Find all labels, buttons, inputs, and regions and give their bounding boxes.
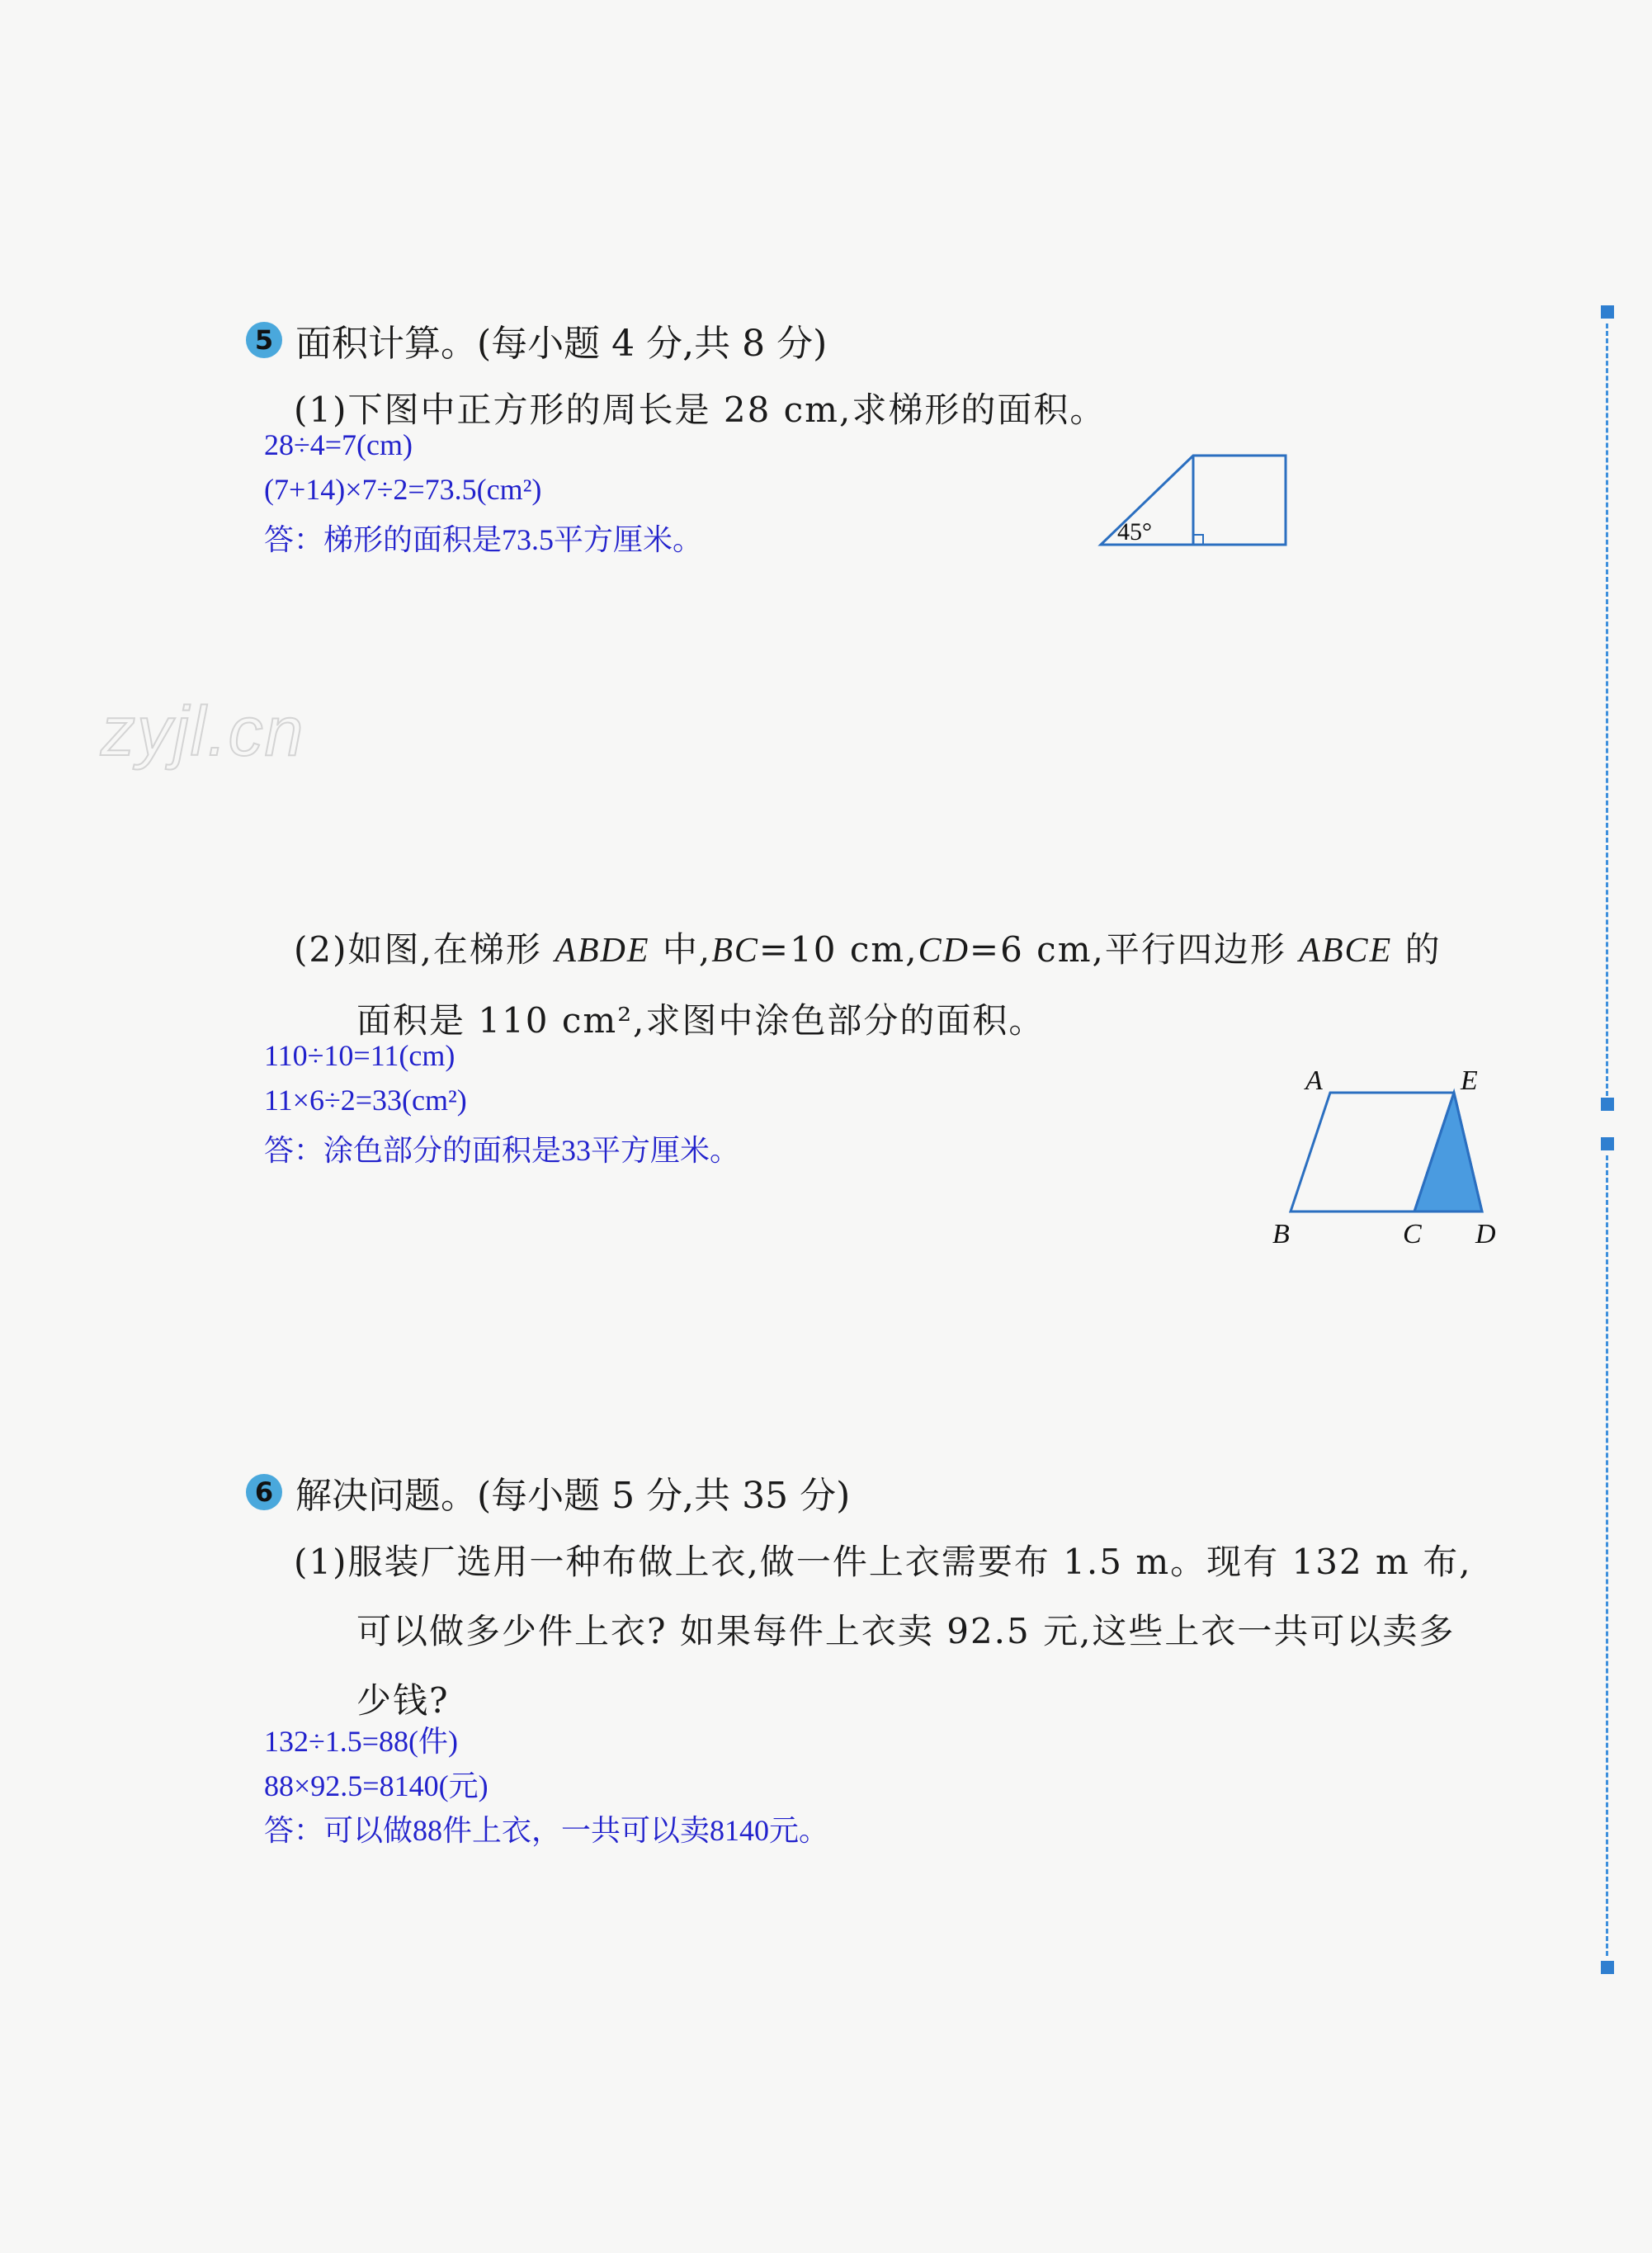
q2-text-e: =10 cm, [758,929,918,970]
label-d: D [1475,1219,1496,1249]
binding-marker-4 [1601,1961,1614,1974]
answer-5-1-line-2: (7+14)×7÷2=73.5(cm²) [264,473,542,506]
q2-text-a: (2)如图,在梯形 [294,929,555,970]
trapezoid-abde-figure [1254,1056,1527,1263]
binding-marker-1 [1601,305,1614,319]
answer-5-1-line-1: 28÷4=7(cm) [264,428,413,461]
label-a: A [1305,1065,1323,1096]
section-6-heading [246,1466,850,1519]
answer-6-1-line-3: 答：可以做88件上衣，一共可以卖8140元。 [264,1814,829,1847]
binding-line-2 [1606,1155,1608,1956]
answer-5-2-line-2: 11×6÷2=33(cm²) [264,1084,467,1117]
section-6-title: 解决问题。(每小题 5 分,共 35 分) [295,1475,851,1517]
answer-5-1-line-3: 答：梯形的面积是73.5平方厘米。 [264,523,703,556]
q2-text-abde: ABDE [555,932,650,970]
question-6-1-line-3: 少钱? [356,1680,450,1721]
label-e: E [1461,1065,1478,1096]
q2-text-bc: BC [711,932,759,970]
section-5-title: 面积计算。(每小题 4 分,共 8 分) [295,323,828,365]
angle-label: 45° [1117,518,1152,546]
q2-text-c: 中, [649,929,712,970]
answer-5-2-line-3: 答：涂色部分的面积是33平方厘米。 [264,1134,740,1167]
question-6-1-line-2: 可以做多少件上衣? 如果每件上衣卖 92.5 元,这些上衣一共可以卖多 [356,1611,1456,1651]
watermark: zyjl.cn [101,692,305,770]
answer-6-1-line-1: 132÷1.5=88(件) [264,1725,459,1758]
label-c: C [1403,1219,1422,1249]
binding-line-1 [1606,324,1608,1096]
question-5-2-line-2: 面积是 110 cm²,求图中涂色部分的面积。 [356,1000,1045,1041]
answer-6-1-line-2: 88×92.5=8140(元) [264,1769,489,1802]
section-5-badge: 5 [246,322,282,358]
answer-5-2-line-1: 110÷10=11(cm) [264,1039,455,1072]
question-5-1-text: (1)下图中正方形的周长是 28 cm,求梯形的面积。 [294,390,1107,430]
q2-text-i: 的 [1392,929,1442,970]
q2-text-abce: ABCE [1299,932,1393,970]
section-5-heading [246,314,827,366]
section-6-badge: 6 [246,1474,282,1510]
trapezoid-square-figure [1089,446,1304,561]
question-6-1-line-1: (1)服装厂选用一种布做上衣,做一件上衣需要布 1.5 m。现有 132 m 布, [294,1542,1472,1582]
binding-marker-3 [1601,1137,1614,1150]
right-angle-mark [1193,535,1203,545]
q2-text-g: =6 cm,平行四边形 [969,929,1300,970]
label-b: B [1272,1219,1290,1249]
question-5-2-line-1 [294,923,1442,972]
q2-text-cd: CD [918,932,970,970]
binding-marker-2 [1601,1098,1614,1111]
